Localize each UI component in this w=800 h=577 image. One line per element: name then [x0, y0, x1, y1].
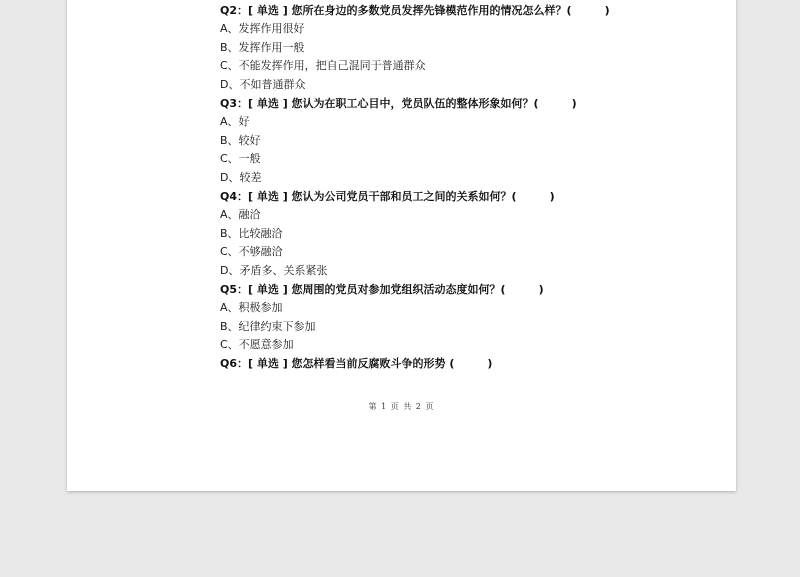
page-number-footer: 第 1 页 共 2 页 — [368, 402, 435, 411]
option-q5-a: A、积极参加 — [220, 301, 283, 315]
question-q3: Q3：[ 单选 ] 您认为在职工心目中，党员队伍的整体形象如何？( ) — [220, 96, 577, 110]
option-q3-d: D、较差 — [220, 170, 262, 184]
option-q3-c: C、一般 — [220, 152, 261, 166]
question-q4: Q4：[ 单选 ] 您认为公司党员干部和员工之间的关系如何？( ) — [220, 189, 555, 203]
option-q5-b: B、纪律约束下参加 — [220, 319, 316, 333]
question-q6: Q6：[ 单选 ] 您怎样看当前反腐败斗争的形势 ( ) — [220, 356, 493, 370]
option-q2-a: A、发挥作用很好 — [220, 22, 305, 36]
option-q4-b: B、比较融洽 — [220, 226, 283, 240]
question-q2: Q2：[ 单选 ] 您所在身边的多数党员发挥先锋模范作用的情况怎么样？( ) — [220, 3, 610, 17]
option-q4-d: D、矛盾多、关系紧张 — [220, 263, 328, 277]
questionnaire-content — [220, 0, 700, 373]
option-q4-c: C、不够融洽 — [220, 245, 283, 259]
option-q2-b: B、发挥作用一般 — [220, 40, 305, 54]
option-q3-a: A、好 — [220, 115, 250, 129]
option-q4-a: A、融洽 — [220, 208, 261, 222]
option-q5-c: C、不愿意参加 — [220, 338, 294, 352]
option-q2-d: D、不如普通群众 — [220, 77, 306, 91]
document-page — [67, 0, 736, 491]
option-q3-b: B、较好 — [220, 133, 261, 147]
question-q5: Q5：[ 单选 ] 您周围的党员对参加党组织活动态度如何？( ) — [220, 282, 544, 296]
option-q2-c: C、不能发挥作用，把自己混同于普通群众 — [220, 59, 426, 73]
